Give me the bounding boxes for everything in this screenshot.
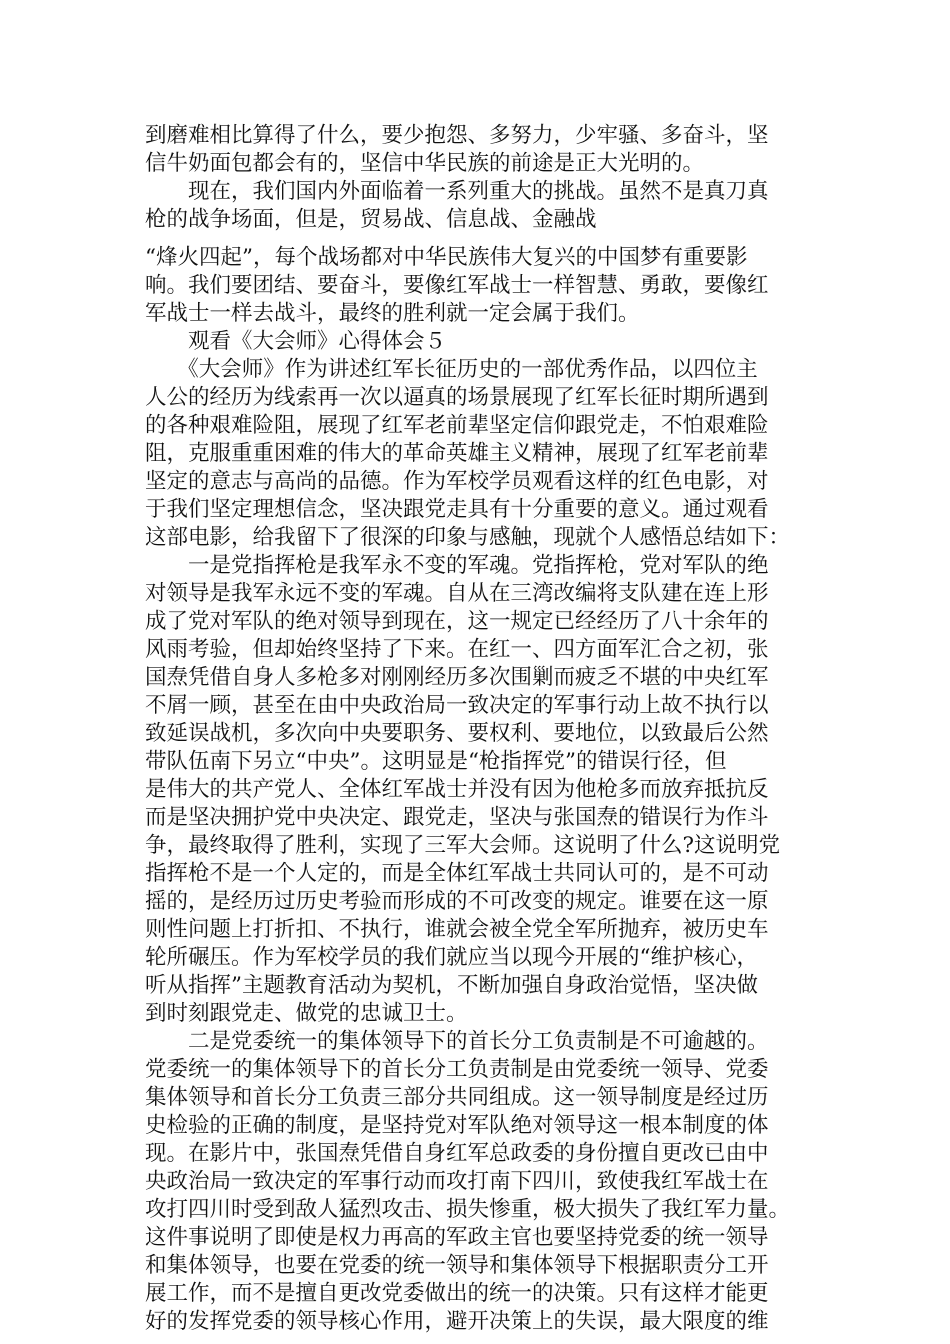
text-line: 《大会师》作为讲述红军长征历史的一部优秀作品，以四位主 bbox=[145, 357, 758, 382]
text-line: 这件事说明了即使是权力再高的军政主官也要坚持党委的统一领导 bbox=[145, 1225, 769, 1250]
text-line: 争，最终取得了胜利，实现了三军大会师。这说明了什么?这说明党 bbox=[145, 833, 781, 858]
text-line: 于我们坚定理想信念，坚决跟党走具有十分重要的意义。通过观看 bbox=[145, 497, 769, 522]
text-line: 枪的战争场面，但是，贸易战、信息战、金融战 bbox=[145, 207, 597, 232]
text-line: 对领导是我军永远不变的军魂。自从在三湾改编将支队建在连上形 bbox=[145, 581, 769, 606]
text-line: 带队伍南下另立“中央”。这明显是“枪指挥党”的错误行径，但 bbox=[145, 749, 727, 774]
section-heading: 观看《大会师》心得体会５ bbox=[145, 329, 447, 354]
text-line: 现。在影片中，张国焘凭借自身红军总政委的身份擅自更改已由中 bbox=[145, 1141, 769, 1166]
text-line: 人公的经历为线索再一次以逼真的场景展现了红军长征时期所遇到 bbox=[145, 385, 769, 410]
text-line: 则性问题上打折扣、不执行，谁就会被全党全军所抛弃，被历史车 bbox=[145, 917, 769, 942]
text-line: “烽火四起”，每个战场都对中华民族伟大复兴的中国梦有重要影 bbox=[145, 245, 748, 270]
text-line: 不屑一顾，甚至在由中央政治局一致决定的军事行动上故不执行以 bbox=[145, 693, 769, 718]
text-line: 二是党委统一的集体领导下的首长分工负责制是不可逾越的。 bbox=[145, 1029, 769, 1054]
text-line: 党委统一的集体领导下的首长分工负责制是由党委统一领导、党委 bbox=[145, 1057, 769, 1082]
text-line: 到时刻跟党走、做党的忠诚卫士。 bbox=[145, 1001, 468, 1026]
text-line: 风雨考验，但却始终坚持了下来。在红一、四方面军汇合之初，张 bbox=[145, 637, 769, 662]
text-line: 响。我们要团结、要奋斗，要像红军战士一样智慧、勇敢，要像红 bbox=[145, 273, 769, 298]
text-line: 集体领导和首长分工负责三部分共同组成。这一领导制度是经过历 bbox=[145, 1085, 769, 1110]
text-line: 央政治局一致决定的军事行动而攻打南下四川，致使我红军战士在 bbox=[145, 1169, 769, 1194]
text-line: 致延误战机，多次向中央要职务、要权利、要地位，以致最后公然 bbox=[145, 721, 769, 746]
text-line: 摇的，是经历过历史考验而形成的不可改变的规定。谁要在这一原 bbox=[145, 889, 769, 914]
text-line: 成了党对军队的绝对领导到现在，这一规定已经经历了八十余年的 bbox=[145, 609, 769, 634]
text-line: 轮所碾压。作为军校学员的我们就应当以现今开展的“维护核心， bbox=[145, 945, 758, 970]
text-line: 国焘凭借自身人多枪多对刚刚经历多次围剿而疲乏不堪的中央红军 bbox=[145, 665, 769, 690]
text-line: 现在，我们国内外面临着一系列重大的挑战。虽然不是真刀真 bbox=[145, 179, 769, 204]
text-line: 坚定的意志与高尚的品德。作为军校学员观看这样的红色电影，对 bbox=[145, 469, 769, 494]
text-line: 听从指挥”主题教育活动为契机，不断加强自身政治觉悟，坚决做 bbox=[145, 973, 758, 998]
text-line: 和集体领导，也要在党委的统一领导和集体领导下根据职责分工开 bbox=[145, 1253, 769, 1278]
text-line: 信牛奶面包都会有的，坚信中华民族的前途是正大光明的。 bbox=[145, 151, 705, 176]
text-line: 阻，克服重重困难的伟大的革命英雄主义精神，展现了红军老前辈 bbox=[145, 441, 769, 466]
text-line: 一是党指挥枪是我军永不变的军魂。党指挥枪，党对军队的绝 bbox=[145, 553, 769, 578]
text-line: 展工作，而不是擅自更改党委做出的统一的决策。只有这样才能更 bbox=[145, 1281, 769, 1306]
text-line: 这部电影，给我留下了很深的印象与感触，现就个人感悟总结如下： bbox=[145, 525, 791, 550]
text-line: 到磨难相比算得了什么，要少抱怨、多努力，少牢骚、多奋斗，坚 bbox=[145, 123, 769, 148]
text-line: 是伟大的共产党人、全体红军战士并没有因为他枪多而放弃抵抗反 bbox=[145, 777, 769, 802]
text-line: 攻打四川时受到敌人猛烈攻击、损失惨重，极大损失了我红军力量。 bbox=[145, 1197, 791, 1222]
text-line: 指挥枪不是一个人定的，而是全体红军战士共同认可的，是不可动 bbox=[145, 861, 769, 886]
text-line: 军战士一样去战斗，最终的胜利就一定会属于我们。 bbox=[145, 301, 640, 326]
text-line: 好的发挥党委的领导核心作用，避开决策上的失误，最大限度的维 bbox=[145, 1309, 769, 1334]
text-line: 的各种艰难险阻，展现了红军老前辈坚定信仰跟党走，不怕艰难险 bbox=[145, 413, 769, 438]
text-line: 史检验的正确的制度，是坚持党对军队绝对领导这一根本制度的体 bbox=[145, 1113, 769, 1138]
text-line: 而是坚决拥护党中央决定、跟党走，坚决与张国焘的错误行为作斗 bbox=[145, 805, 769, 830]
